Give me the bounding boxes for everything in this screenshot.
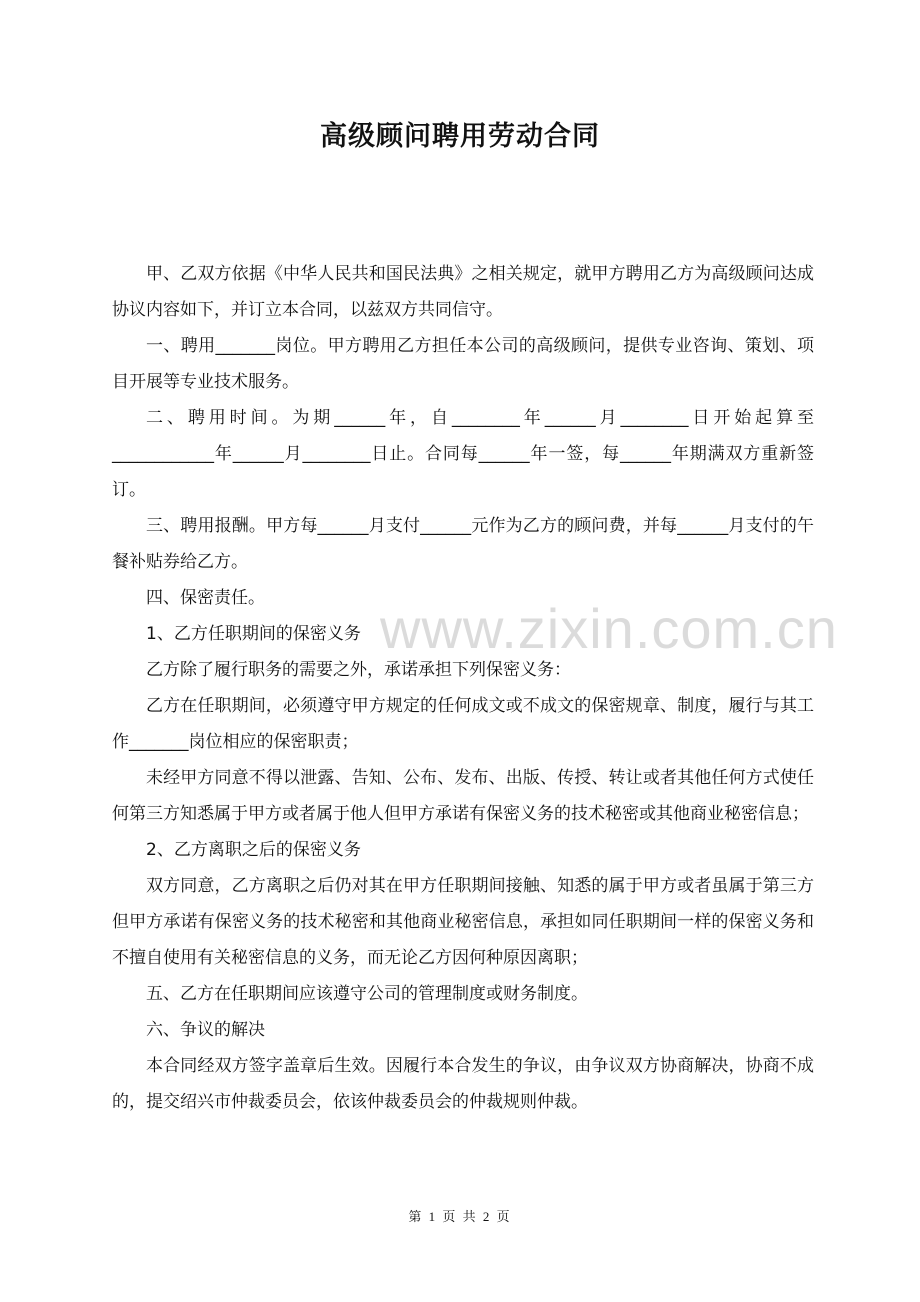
paragraph-clause-4-1-a: 乙方除了履行职务的需要之外，承诺承担下列保密义务： — [146, 660, 571, 680]
paragraph-clause-4-1-c: 未经甲方同意不得以泄露、告知、公布、发布、出版、传授、转让或者其他任何方式使任何第三方知悉属于甲方或者属于他人但甲方承诺有保密义务的技术秘密或其他商业秘密信息； — [112, 768, 814, 824]
page-number: 第 1 页 共 2 页 — [408, 1209, 512, 1224]
paragraph-clause-6: 六、争议的解决 — [146, 1020, 265, 1040]
paragraph-clause-2: 二、聘用时间。为期______年，自________年______月________日开始起算至____________年______月________日止。合同每______年一签，每______年期满双方重新签订。 — [112, 408, 814, 500]
paragraph-clause-6-a: 本合同经双方签字盖章后生效。因履行本合发生的争议，由争议双方协商解决，协商不成的，提交绍兴市仲裁委员会，依该仲裁委员会的仲裁规则仲裁。 — [112, 1056, 814, 1112]
paragraph-clause-3: 三、聘用报酬。甲方每______月支付______元作为乙方的顾问费，并每______月支付的午餐补贴券给乙方。 — [112, 516, 814, 572]
paragraph-intro: 甲、乙双方依据《中华人民共和国民法典》之相关规定，就甲方聘用乙方为高级顾问达成协议内容如下，并订立本合同，以兹双方共同信守。 — [112, 264, 814, 320]
paragraph-clause-4: 四、保密责任。 — [146, 588, 265, 608]
paragraph-clause-4-1: 1、乙方任职期间的保密义务 — [146, 624, 361, 644]
paragraph-clause-4-1-b: 乙方在任职期间，必须遵守甲方规定的任何成文或不成文的保密规章、制度，履行与其工作_______岗位相应的保密职责； — [112, 696, 814, 752]
paragraph-clause-4-2-a: 双方同意，乙方离职之后仍对其在甲方任职期间接触、知悉的属于甲方或者虽属于第三方但甲方承诺有保密义务的技术秘密和其他商业秘密信息，承担如同任职期间一样的保密义务和不擅自使用有关秘密信息的义务，而无论乙方因何种原因离职； — [112, 876, 814, 968]
paragraph-clause-4-2: 2、乙方离职之后的保密义务 — [146, 840, 361, 860]
document-title: 高级顾问聘用劳动合同 — [320, 121, 600, 152]
document-body — [112, 256, 814, 1120]
watermark: www.zixin.com.cn — [380, 597, 838, 660]
paragraph-clause-5: 五、乙方在任职期间应该遵守公司的管理制度或财务制度。 — [146, 984, 588, 1004]
paragraph-clause-1: 一、聘用_______岗位。甲方聘用乙方担任本公司的高级顾问，提供专业咨询、策划、项目开展等专业技术服务。 — [112, 336, 814, 392]
